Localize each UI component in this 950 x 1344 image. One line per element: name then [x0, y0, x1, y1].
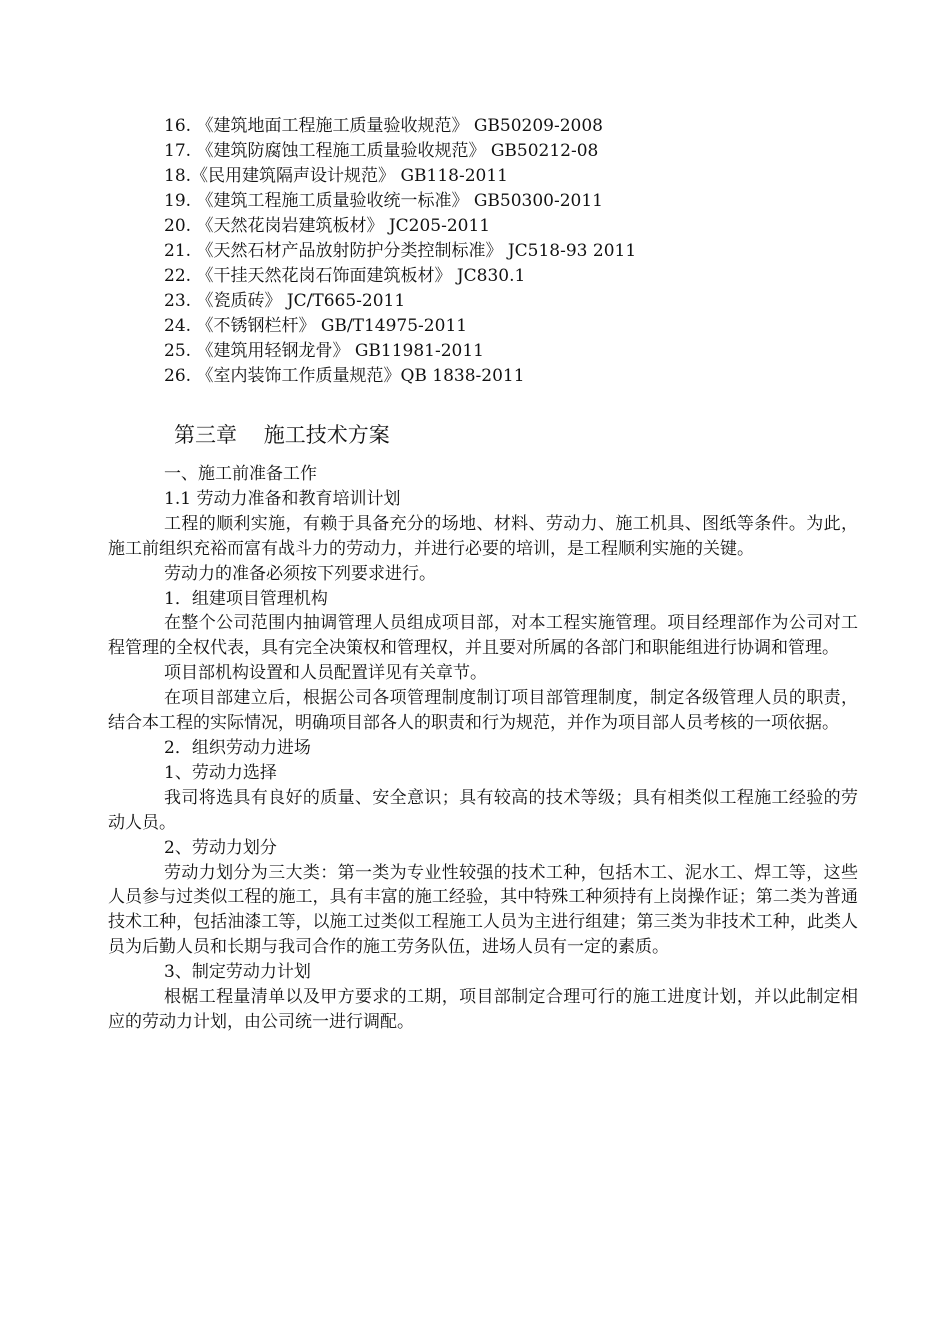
body-paragraph: 我司将选具有良好的质量、安全意识；具有较高的技术等级；具有相类似工程施工经验的劳动人员。	[108, 787, 858, 833]
item-heading: 2．组织劳动力进场	[164, 737, 311, 758]
body-paragraph: 在项目部建立后，根据公司各项管理制度制订项目部管理制度，制定各级管理人员的职责，结合本工程的实际情况，明确项目部各人的职责和行为规范，并作为项目部人员考核的一项依据。	[108, 688, 858, 734]
standard-item: 21. 《天然石材产品放射防护分类控制标准》 JC518-93 2011	[164, 241, 637, 261]
sub-item-heading: 2、劳动力划分	[164, 837, 277, 858]
body-paragraph: 劳动力划分为三大类：第一类为专业性较强的技术工种，包括木工、泥水工、焊工等，这些人员参与过类似工程的施工，具有丰富的施工经验，其中特殊工种须持有上岗操作证；第二类为普通技术工种，包括油漆工等，以施工过类似工程施工人员为主进行组建；第三类为非技术工种，此类人员为后勤人员和长期与我司合作的施工劳务队伍，进场人员有一定的素质。	[108, 862, 858, 958]
standard-item: 17. 《建筑防腐蚀工程施工质量验收规范》 GB50212-08	[164, 141, 599, 161]
standard-item: 25. 《建筑用轻钢龙骨》 GB11981-2011	[164, 341, 485, 361]
body-paragraph: 根椐工程量清单以及甲方要求的工期，项目部制定合理可行的施工进度计划，并以此制定相应的劳动力计划，由公司统一进行调配。	[108, 987, 858, 1032]
body-paragraph: 劳动力的准备必须按下列要求进行。	[164, 563, 436, 584]
standard-item: 23. 《瓷质砖》 JC/T665-2011	[164, 291, 406, 311]
standard-item: 22. 《干挂天然花岗石饰面建筑板材》 JC830.1	[164, 266, 526, 286]
standard-item: 18.《民用建筑隔声设计规范》 GB118-2011	[164, 166, 508, 186]
standards-list	[164, 114, 864, 389]
standard-item: 16. 《建筑地面工程施工质量验收规范》 GB50209-2008	[164, 116, 604, 136]
standard-item: 26. 《室内装饰工作质量规范》QB 1838-2011	[164, 366, 525, 386]
section-heading: 一、施工前准备工作	[164, 464, 317, 484]
sub-item-heading: 1、劳动力选择	[164, 762, 277, 783]
standard-item: 24. 《不锈钢栏杆》 GB/T14975-2011	[164, 316, 468, 336]
chapter-title: 第三章 施工技术方案	[174, 423, 390, 447]
chapter-body	[108, 462, 858, 1035]
standard-item: 19. 《建筑工程施工质量验收统一标准》 GB50300-2011	[164, 191, 604, 211]
subsection-heading: 1.1 劳动力准备和教育培训计划	[164, 488, 401, 509]
body-paragraph: 项目部机构设置和人员配置详见有关章节。	[164, 663, 487, 684]
body-paragraph: 在整个公司范围内抽调管理人员组成项目部，对本工程实施管理。项目经理部作为公司对工程管理的全权代表，具有完全决策权和管理权，并且要对所属的各部门和职能组进行协调和管理。	[108, 613, 858, 659]
standard-item: 20. 《天然花岗岩建筑板材》 JC205-2011	[164, 216, 491, 236]
item-heading: 1．组建项目管理机构	[164, 588, 328, 609]
body-paragraph: 工程的顺利实施，有赖于具备充分的场地、材料、劳动力、施工机具、图纸等条件。为此，施工前组织充裕而富有战斗力的劳动力，并进行必要的培训，是工程顺利实施的关键。	[108, 513, 858, 559]
sub-item-heading: 3、制定劳动力计划	[164, 962, 311, 983]
